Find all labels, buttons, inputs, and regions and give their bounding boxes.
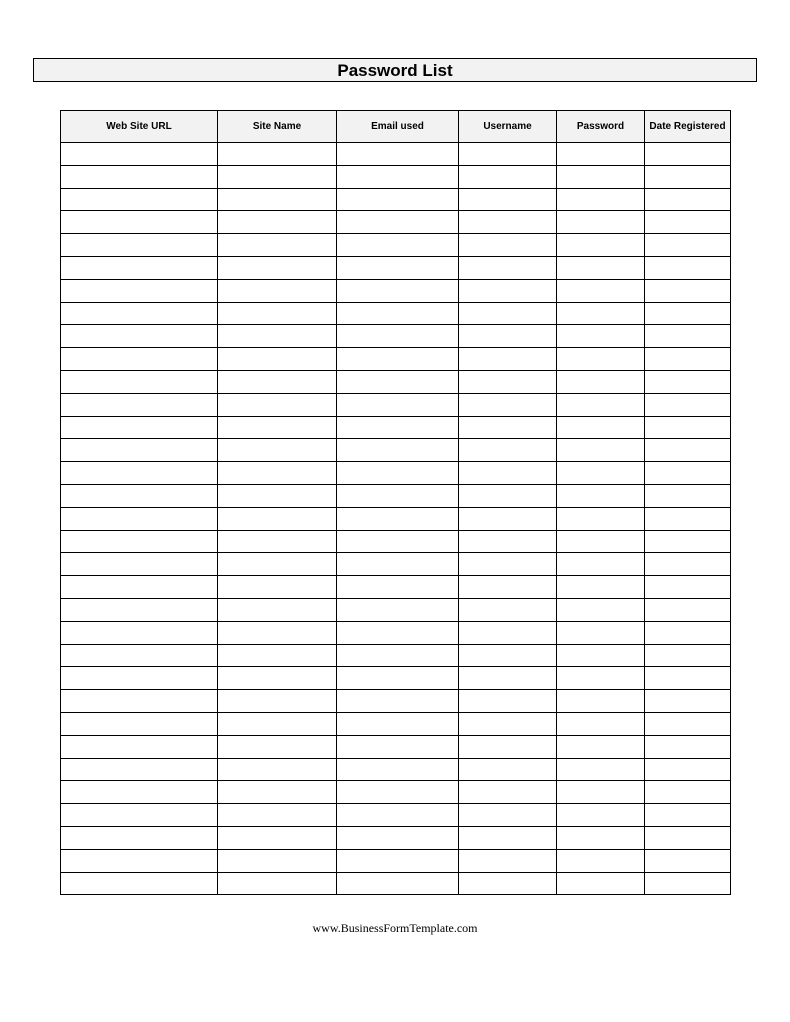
table-cell-site-name[interactable] — [218, 348, 337, 371]
table-row — [61, 462, 731, 485]
table-cell-username[interactable] — [459, 621, 557, 644]
table-cell-site-name[interactable] — [218, 302, 337, 325]
table-cell-date-registered[interactable] — [645, 256, 731, 279]
table-cell-web-site-url[interactable] — [61, 393, 218, 416]
table-cell-email-used[interactable] — [337, 165, 459, 188]
table-cell-date-registered[interactable] — [645, 462, 731, 485]
table-cell-password[interactable] — [557, 781, 645, 804]
table-cell-web-site-url[interactable] — [61, 348, 218, 371]
table-cell-web-site-url[interactable] — [61, 621, 218, 644]
table-cell-site-name[interactable] — [218, 849, 337, 872]
title-banner — [33, 58, 757, 82]
table-cell-web-site-url[interactable] — [61, 872, 218, 895]
table-cell-date-registered[interactable] — [645, 348, 731, 371]
table-cell-email-used[interactable] — [337, 279, 459, 302]
table-row — [61, 826, 731, 849]
table-cell-date-registered[interactable] — [645, 530, 731, 553]
table-cell-site-name[interactable] — [218, 576, 337, 599]
table-cell-web-site-url[interactable] — [61, 302, 218, 325]
table-row — [61, 735, 731, 758]
table-cell-password[interactable] — [557, 256, 645, 279]
table-cell-username[interactable] — [459, 804, 557, 827]
table-row — [61, 348, 731, 371]
table-cell-username[interactable] — [459, 735, 557, 758]
table-cell-date-registered[interactable] — [645, 325, 731, 348]
footer-website: www.BusinessFormTemplate.com — [312, 921, 478, 935]
table-cell-email-used[interactable] — [337, 872, 459, 895]
table-cell-password[interactable] — [557, 143, 645, 166]
table-cell-password[interactable] — [557, 849, 645, 872]
table-cell-email-used[interactable] — [337, 690, 459, 713]
table-cell-email-used[interactable] — [337, 256, 459, 279]
table-cell-web-site-url[interactable] — [61, 712, 218, 735]
table-cell-username[interactable] — [459, 393, 557, 416]
table-cell-date-registered[interactable] — [645, 712, 731, 735]
table-cell-password[interactable] — [557, 507, 645, 530]
table-cell-username[interactable] — [459, 165, 557, 188]
table-cell-date-registered[interactable] — [645, 598, 731, 621]
table-cell-date-registered[interactable] — [645, 188, 731, 211]
table-cell-site-name[interactable] — [218, 690, 337, 713]
table-cell-password[interactable] — [557, 211, 645, 234]
table-cell-date-registered[interactable] — [645, 484, 731, 507]
table-cell-web-site-url[interactable] — [61, 188, 218, 211]
column-header-site-name: Site Name — [218, 111, 337, 143]
table-cell-username[interactable] — [459, 348, 557, 371]
table-cell-site-name[interactable] — [218, 507, 337, 530]
table-row — [61, 530, 731, 553]
table-row — [61, 758, 731, 781]
table-row — [61, 302, 731, 325]
table-cell-site-name[interactable] — [218, 667, 337, 690]
table-cell-date-registered[interactable] — [645, 302, 731, 325]
table-row — [61, 370, 731, 393]
table-cell-password[interactable] — [557, 393, 645, 416]
table-cell-site-name[interactable] — [218, 416, 337, 439]
table-cell-password[interactable] — [557, 165, 645, 188]
table-cell-web-site-url[interactable] — [61, 735, 218, 758]
table-cell-username[interactable] — [459, 644, 557, 667]
table-cell-password[interactable] — [557, 302, 645, 325]
table-cell-date-registered[interactable] — [645, 826, 731, 849]
table-cell-username[interactable] — [459, 826, 557, 849]
table-cell-web-site-url[interactable] — [61, 826, 218, 849]
table-cell-date-registered[interactable] — [645, 143, 731, 166]
table-cell-username[interactable] — [459, 211, 557, 234]
table-cell-email-used[interactable] — [337, 598, 459, 621]
table-cell-date-registered[interactable] — [645, 644, 731, 667]
table-cell-username[interactable] — [459, 781, 557, 804]
table-cell-site-name[interactable] — [218, 188, 337, 211]
table-cell-email-used[interactable] — [337, 393, 459, 416]
table-cell-web-site-url[interactable] — [61, 165, 218, 188]
table-cell-username[interactable] — [459, 416, 557, 439]
table-cell-site-name[interactable] — [218, 781, 337, 804]
table-cell-web-site-url[interactable] — [61, 553, 218, 576]
table-cell-site-name[interactable] — [218, 393, 337, 416]
table-cell-web-site-url[interactable] — [61, 484, 218, 507]
table-cell-email-used[interactable] — [337, 712, 459, 735]
table-cell-password[interactable] — [557, 872, 645, 895]
table-cell-date-registered[interactable] — [645, 872, 731, 895]
table-row — [61, 484, 731, 507]
table-cell-date-registered[interactable] — [645, 758, 731, 781]
column-header-email-used: Email used — [337, 111, 459, 143]
table-cell-username[interactable] — [459, 370, 557, 393]
table-cell-password[interactable] — [557, 758, 645, 781]
table-cell-web-site-url[interactable] — [61, 849, 218, 872]
table-cell-web-site-url[interactable] — [61, 256, 218, 279]
table-cell-password[interactable] — [557, 576, 645, 599]
table-cell-username[interactable] — [459, 279, 557, 302]
table-cell-date-registered[interactable] — [645, 507, 731, 530]
table-cell-username[interactable] — [459, 256, 557, 279]
table-cell-date-registered[interactable] — [645, 621, 731, 644]
table-cell-date-registered[interactable] — [645, 735, 731, 758]
table-row — [61, 849, 731, 872]
table-cell-date-registered[interactable] — [645, 690, 731, 713]
table-cell-web-site-url[interactable] — [61, 325, 218, 348]
table-cell-site-name[interactable] — [218, 804, 337, 827]
table-cell-site-name[interactable] — [218, 439, 337, 462]
table-cell-email-used[interactable] — [337, 234, 459, 257]
table-cell-date-registered[interactable] — [645, 849, 731, 872]
table-cell-site-name[interactable] — [218, 712, 337, 735]
table-cell-username[interactable] — [459, 188, 557, 211]
table-header-row — [61, 111, 731, 143]
table-cell-password[interactable] — [557, 644, 645, 667]
table-row — [61, 211, 731, 234]
table-cell-site-name[interactable] — [218, 165, 337, 188]
table-cell-password[interactable] — [557, 667, 645, 690]
column-header-password: Password — [557, 111, 645, 143]
table-cell-email-used[interactable] — [337, 462, 459, 485]
table-cell-username[interactable] — [459, 325, 557, 348]
table-cell-password[interactable] — [557, 530, 645, 553]
table-cell-web-site-url[interactable] — [61, 439, 218, 462]
table-row — [61, 416, 731, 439]
table-cell-password[interactable] — [557, 484, 645, 507]
table-cell-date-registered[interactable] — [645, 165, 731, 188]
table-cell-username[interactable] — [459, 758, 557, 781]
table-cell-password[interactable] — [557, 804, 645, 827]
table-cell-username[interactable] — [459, 712, 557, 735]
table-cell-password[interactable] — [557, 416, 645, 439]
table-cell-web-site-url[interactable] — [61, 507, 218, 530]
table-row — [61, 439, 731, 462]
table-cell-password[interactable] — [557, 690, 645, 713]
table-cell-date-registered[interactable] — [645, 576, 731, 599]
table-cell-username[interactable] — [459, 667, 557, 690]
table-cell-password[interactable] — [557, 348, 645, 371]
table-row — [61, 234, 731, 257]
table-cell-site-name[interactable] — [218, 758, 337, 781]
table-cell-site-name[interactable] — [218, 644, 337, 667]
table-cell-username[interactable] — [459, 302, 557, 325]
table-row — [61, 644, 731, 667]
table-row — [61, 507, 731, 530]
table-cell-password[interactable] — [557, 621, 645, 644]
table-cell-email-used[interactable] — [337, 416, 459, 439]
table-cell-email-used[interactable] — [337, 530, 459, 553]
table-cell-web-site-url[interactable] — [61, 416, 218, 439]
table-cell-email-used[interactable] — [337, 211, 459, 234]
table-cell-web-site-url[interactable] — [61, 279, 218, 302]
table-cell-username[interactable] — [459, 598, 557, 621]
table-cell-web-site-url[interactable] — [61, 667, 218, 690]
table-cell-date-registered[interactable] — [645, 416, 731, 439]
table-cell-web-site-url[interactable] — [61, 370, 218, 393]
table-cell-web-site-url[interactable] — [61, 530, 218, 553]
table-cell-site-name[interactable] — [218, 826, 337, 849]
table-cell-email-used[interactable] — [337, 735, 459, 758]
table-row — [61, 279, 731, 302]
table-row — [61, 576, 731, 599]
table-cell-date-registered[interactable] — [645, 804, 731, 827]
table-cell-web-site-url[interactable] — [61, 690, 218, 713]
table-row — [61, 256, 731, 279]
table-cell-username[interactable] — [459, 439, 557, 462]
table-cell-email-used[interactable] — [337, 804, 459, 827]
table-cell-username[interactable] — [459, 553, 557, 576]
table-row — [61, 165, 731, 188]
page-title: Password List — [337, 60, 453, 80]
table-row — [61, 598, 731, 621]
table-cell-password[interactable] — [557, 188, 645, 211]
table-cell-username[interactable] — [459, 234, 557, 257]
password-table — [60, 110, 731, 895]
table-cell-web-site-url[interactable] — [61, 576, 218, 599]
table-row — [61, 667, 731, 690]
table-cell-date-registered[interactable] — [645, 211, 731, 234]
table-cell-username[interactable] — [459, 530, 557, 553]
table-cell-password[interactable] — [557, 234, 645, 257]
table-cell-site-name[interactable] — [218, 872, 337, 895]
table-cell-email-used[interactable] — [337, 348, 459, 371]
table-cell-email-used[interactable] — [337, 143, 459, 166]
column-header-username: Username — [459, 111, 557, 143]
table-cell-email-used[interactable] — [337, 781, 459, 804]
table-row — [61, 804, 731, 827]
table-cell-username[interactable] — [459, 484, 557, 507]
table-cell-site-name[interactable] — [218, 370, 337, 393]
table-row — [61, 690, 731, 713]
table-row — [61, 143, 731, 166]
table-row — [61, 872, 731, 895]
table-cell-email-used[interactable] — [337, 370, 459, 393]
table-cell-username[interactable] — [459, 690, 557, 713]
table-cell-site-name[interactable] — [218, 735, 337, 758]
table-cell-username[interactable] — [459, 576, 557, 599]
table-cell-password[interactable] — [557, 598, 645, 621]
table-cell-email-used[interactable] — [337, 439, 459, 462]
table-cell-password[interactable] — [557, 325, 645, 348]
table-row — [61, 188, 731, 211]
table-cell-email-used[interactable] — [337, 826, 459, 849]
column-header-date-registered: Date Registered — [645, 111, 731, 143]
table-body — [61, 143, 731, 895]
table-cell-web-site-url[interactable] — [61, 143, 218, 166]
table-cell-date-registered[interactable] — [645, 370, 731, 393]
table-cell-password[interactable] — [557, 826, 645, 849]
table-cell-web-site-url[interactable] — [61, 598, 218, 621]
table-cell-date-registered[interactable] — [645, 553, 731, 576]
table-cell-web-site-url[interactable] — [61, 644, 218, 667]
table-cell-email-used[interactable] — [337, 484, 459, 507]
table-cell-web-site-url[interactable] — [61, 804, 218, 827]
table-cell-site-name[interactable] — [218, 143, 337, 166]
table-row — [61, 621, 731, 644]
table-cell-email-used[interactable] — [337, 621, 459, 644]
table-cell-date-registered[interactable] — [645, 234, 731, 257]
table-cell-email-used[interactable] — [337, 849, 459, 872]
table-cell-password[interactable] — [557, 279, 645, 302]
table-cell-email-used[interactable] — [337, 325, 459, 348]
table-cell-site-name[interactable] — [218, 530, 337, 553]
table-row — [61, 781, 731, 804]
table-cell-password[interactable] — [557, 370, 645, 393]
table-cell-site-name[interactable] — [218, 325, 337, 348]
table-cell-web-site-url[interactable] — [61, 234, 218, 257]
table-cell-username[interactable] — [459, 849, 557, 872]
table-cell-email-used[interactable] — [337, 576, 459, 599]
table-cell-site-name[interactable] — [218, 621, 337, 644]
table-cell-email-used[interactable] — [337, 758, 459, 781]
table-cell-email-used[interactable] — [337, 188, 459, 211]
table-cell-password[interactable] — [557, 462, 645, 485]
table-cell-site-name[interactable] — [218, 462, 337, 485]
table-cell-web-site-url[interactable] — [61, 211, 218, 234]
table-cell-username[interactable] — [459, 507, 557, 530]
table-cell-username[interactable] — [459, 462, 557, 485]
table-cell-site-name[interactable] — [218, 256, 337, 279]
table-cell-password[interactable] — [557, 439, 645, 462]
table-cell-password[interactable] — [557, 553, 645, 576]
table-cell-web-site-url[interactable] — [61, 758, 218, 781]
table-cell-web-site-url[interactable] — [61, 781, 218, 804]
table-cell-site-name[interactable] — [218, 598, 337, 621]
table-cell-site-name[interactable] — [218, 279, 337, 302]
table-cell-site-name[interactable] — [218, 211, 337, 234]
table-row — [61, 553, 731, 576]
table-cell-date-registered[interactable] — [645, 781, 731, 804]
table-cell-username[interactable] — [459, 143, 557, 166]
table-row — [61, 325, 731, 348]
table-row — [61, 712, 731, 735]
table-cell-username[interactable] — [459, 872, 557, 895]
table-cell-site-name[interactable] — [218, 484, 337, 507]
table-cell-web-site-url[interactable] — [61, 462, 218, 485]
table-cell-email-used[interactable] — [337, 553, 459, 576]
table-cell-date-registered[interactable] — [645, 279, 731, 302]
table-cell-site-name[interactable] — [218, 553, 337, 576]
table-cell-email-used[interactable] — [337, 302, 459, 325]
table-cell-site-name[interactable] — [218, 234, 337, 257]
table-cell-date-registered[interactable] — [645, 439, 731, 462]
column-header-web-site-url: Web Site URL — [61, 111, 218, 143]
table-cell-email-used[interactable] — [337, 667, 459, 690]
table-cell-date-registered[interactable] — [645, 667, 731, 690]
table-cell-password[interactable] — [557, 712, 645, 735]
table-cell-password[interactable] — [557, 735, 645, 758]
table-cell-email-used[interactable] — [337, 507, 459, 530]
table-row — [61, 393, 731, 416]
table-cell-date-registered[interactable] — [645, 393, 731, 416]
table-cell-email-used[interactable] — [337, 644, 459, 667]
